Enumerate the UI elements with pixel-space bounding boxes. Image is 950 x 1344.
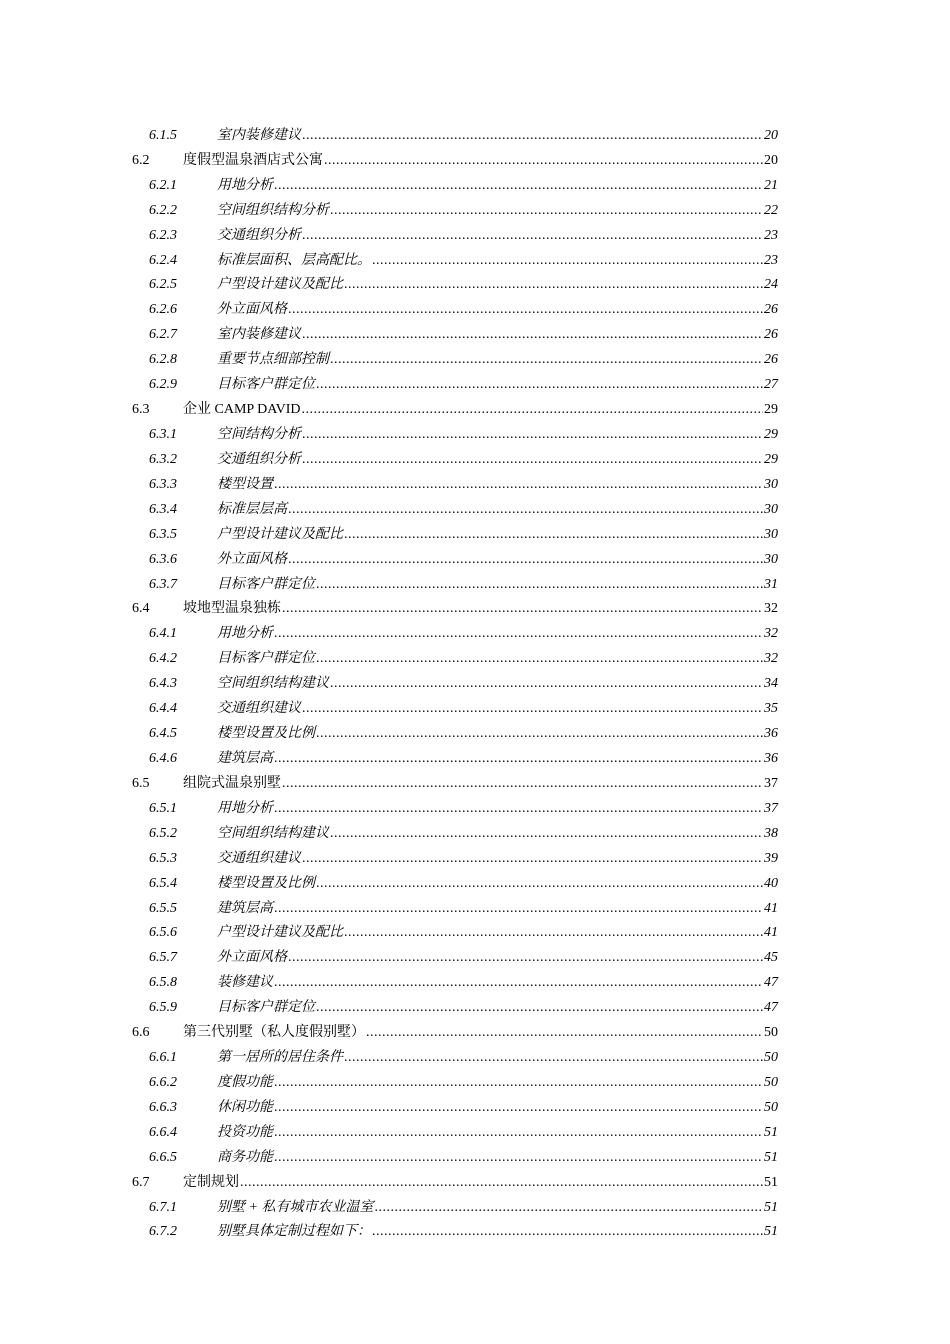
toc-entry-page: 24 xyxy=(764,277,778,293)
toc-dot-leader xyxy=(274,1099,763,1117)
toc-entry-page: 26 xyxy=(764,327,778,343)
toc-entry-page: 51 xyxy=(764,1224,778,1240)
toc-entry[interactable] xyxy=(132,170,778,195)
toc-dot-leader xyxy=(330,202,763,220)
toc-entry-page: 50 xyxy=(764,1099,778,1115)
toc-entry-page: 38 xyxy=(764,825,778,841)
toc-dot-leader xyxy=(302,700,763,718)
toc-dot-leader xyxy=(366,1024,763,1042)
toc-dot-leader xyxy=(301,401,763,419)
toc-entry[interactable] xyxy=(132,718,778,743)
toc-entry-number: 6.2.9 xyxy=(149,377,177,393)
toc-entry-number: 6.3.7 xyxy=(149,576,177,592)
toc-entry-number: 6.3.4 xyxy=(149,501,177,517)
toc-entry[interactable] xyxy=(132,195,778,220)
toc-entry-number: 6.2.1 xyxy=(149,177,177,193)
toc-entry-number: 6.5 xyxy=(132,775,150,791)
toc-entry-page: 29 xyxy=(764,451,778,467)
toc-entry-number: 6.2.8 xyxy=(149,352,177,368)
toc-entry-number: 6.5.3 xyxy=(149,850,177,866)
toc-dot-leader xyxy=(274,800,763,818)
toc-entry-number: 6.2.5 xyxy=(149,277,177,293)
toc-entry-number: 6.2.4 xyxy=(149,252,177,268)
toc-entry-number: 6.3 xyxy=(132,402,150,418)
toc-entry-title: 用地分析 xyxy=(217,800,273,816)
toc-entry-title: 坡地型温泉独栋 xyxy=(183,601,281,617)
toc-entry-number: 6.4.4 xyxy=(149,701,177,717)
toc-dot-leader xyxy=(324,152,763,170)
toc-entry-number: 6.5.5 xyxy=(149,900,177,916)
toc-entry-number: 6.5.7 xyxy=(149,950,177,966)
toc-entry-title: 定制规划 xyxy=(183,1174,239,1190)
toc-entry-title: 组院式温泉别墅 xyxy=(183,775,281,791)
toc-entry-title: 建筑层高 xyxy=(217,750,273,766)
toc-entry-title: 室内装修建议 xyxy=(217,327,301,343)
toc-entry-page: 30 xyxy=(764,501,778,517)
toc-entry-number: 6.3.1 xyxy=(149,426,177,442)
toc-entry-title: 交通组织分析 xyxy=(217,451,301,467)
toc-dot-leader xyxy=(316,875,763,893)
toc-entry-title: 楼型设置及比例 xyxy=(217,875,315,891)
toc-entry[interactable] xyxy=(132,469,778,494)
toc-dot-leader xyxy=(240,1174,763,1192)
toc-entry-number: 6.5.4 xyxy=(149,875,177,891)
toc-dot-leader xyxy=(288,949,763,967)
toc-entry[interactable] xyxy=(132,1092,778,1117)
toc-entry[interactable] xyxy=(132,294,778,319)
toc-entry[interactable] xyxy=(132,369,778,394)
toc-entry-title: 标准层面积、层高配比。 xyxy=(217,252,371,268)
toc-entry-page: 47 xyxy=(764,975,778,991)
toc-entry-title: 目标客户群定位 xyxy=(217,576,315,592)
toc-entry-page: 23 xyxy=(764,227,778,243)
toc-entry-page: 50 xyxy=(764,1025,778,1041)
toc-entry-page: 26 xyxy=(764,352,778,368)
toc-entry-page: 50 xyxy=(764,1074,778,1090)
toc-dot-leader xyxy=(330,351,763,369)
toc-entry-number: 6.3.5 xyxy=(149,526,177,542)
toc-entry-number: 6.4 xyxy=(132,601,150,617)
toc-entry[interactable] xyxy=(132,1167,778,1192)
toc-entry[interactable] xyxy=(132,1117,778,1142)
toc-entry[interactable] xyxy=(132,594,778,619)
toc-entry-title: 标准层层高 xyxy=(217,501,287,517)
toc-entry-title: 空间组织结构建议 xyxy=(217,676,329,692)
toc-dot-leader xyxy=(274,625,763,643)
toc-dot-leader xyxy=(288,551,763,569)
toc-dot-leader xyxy=(302,127,763,145)
toc-dot-leader xyxy=(274,900,763,918)
toc-entry-title: 用地分析 xyxy=(217,177,273,193)
toc-entry-number: 6.3.6 xyxy=(149,551,177,567)
toc-entry[interactable] xyxy=(132,270,778,295)
toc-entry-title: 空间结构分析 xyxy=(217,426,301,442)
toc-entry-number: 6.6.1 xyxy=(149,1050,177,1066)
toc-entry-number: 6.5.1 xyxy=(149,800,177,816)
toc-dot-leader xyxy=(282,775,763,793)
toc-entry[interactable] xyxy=(132,992,778,1017)
toc-entry-page: 39 xyxy=(764,850,778,866)
toc-entry[interactable] xyxy=(132,893,778,918)
toc-entry-title: 度假功能 xyxy=(217,1074,273,1090)
toc-entry-title: 重要节点细部控制 xyxy=(217,352,329,368)
toc-entry-page: 51 xyxy=(764,1199,778,1215)
toc-entry[interactable] xyxy=(132,1042,778,1067)
toc-dot-leader xyxy=(282,600,763,618)
toc-entry-page: 41 xyxy=(764,900,778,916)
toc-entry-page: 51 xyxy=(764,1174,778,1190)
toc-entry-page: 29 xyxy=(764,426,778,442)
toc-entry-page: 35 xyxy=(764,701,778,717)
toc-dot-leader xyxy=(372,1223,763,1241)
toc-dot-leader xyxy=(274,1149,763,1167)
toc-entry-title: 空间组织结构分析 xyxy=(217,202,329,218)
toc-entry[interactable] xyxy=(132,519,778,544)
toc-dot-leader xyxy=(344,526,763,544)
toc-dot-leader xyxy=(344,276,763,294)
toc-dot-leader xyxy=(302,451,763,469)
toc-entry-title: 楼型设置 xyxy=(217,476,273,492)
toc-entry-title: 别墅 + 私有城市农业温室 xyxy=(217,1199,374,1215)
toc-entry-title: 交通组织建议 xyxy=(217,850,301,866)
toc-entry[interactable] xyxy=(132,569,778,594)
toc-entry[interactable] xyxy=(132,942,778,967)
toc-entry-page: 50 xyxy=(764,1050,778,1066)
toc-entry-page: 22 xyxy=(764,202,778,218)
toc-entry-page: 34 xyxy=(764,676,778,692)
toc-entry-title: 目标客户群定位 xyxy=(217,377,315,393)
toc-entry[interactable] xyxy=(132,444,778,469)
toc-entry[interactable] xyxy=(132,693,778,718)
toc-entry-title: 交通组织分析 xyxy=(217,227,301,243)
toc-entry-title: 建筑层高 xyxy=(217,900,273,916)
toc-entry-number: 6.7.1 xyxy=(149,1199,177,1215)
toc-entry-title: 别墅具体定制过程如下： xyxy=(217,1224,371,1240)
toc-entry-number: 6.1.5 xyxy=(149,127,177,143)
toc-entry[interactable] xyxy=(132,618,778,643)
toc-dot-leader xyxy=(274,177,763,195)
toc-entry-page: 51 xyxy=(764,1149,778,1165)
toc-entry[interactable] xyxy=(132,344,778,369)
toc-entry-number: 6.4.1 xyxy=(149,626,177,642)
toc-dot-leader xyxy=(316,650,763,668)
toc-entry-title: 室内装修建议 xyxy=(217,127,301,143)
toc-entry-number: 6.5.8 xyxy=(149,975,177,991)
toc-dot-leader xyxy=(274,1124,763,1142)
toc-entry-title: 第一居所的居住条件 xyxy=(217,1050,343,1066)
toc-entry[interactable] xyxy=(132,120,778,145)
toc-entry-title: 交通组织建议 xyxy=(217,701,301,717)
toc-entry-title: 目标客户群定位 xyxy=(217,651,315,667)
toc-entry[interactable] xyxy=(132,967,778,992)
toc-dot-leader xyxy=(274,974,763,992)
toc-entry-title: 装修建议 xyxy=(217,975,273,991)
toc-entry[interactable] xyxy=(132,1017,778,1042)
toc-entry-page: 21 xyxy=(764,177,778,193)
toc-entry-title: 户型设计建议及配比 xyxy=(217,925,343,941)
toc-entry-number: 6.4.6 xyxy=(149,750,177,766)
toc-entry-number: 6.2.2 xyxy=(149,202,177,218)
toc-dot-leader xyxy=(302,326,763,344)
toc-dot-leader xyxy=(302,850,763,868)
toc-entry[interactable] xyxy=(132,843,778,868)
toc-dot-leader xyxy=(288,501,763,519)
toc-dot-leader xyxy=(344,924,763,942)
toc-dot-leader xyxy=(372,252,763,270)
toc-entry-page: 37 xyxy=(764,775,778,791)
toc-dot-leader xyxy=(274,750,763,768)
toc-entry[interactable] xyxy=(132,494,778,519)
toc-entry[interactable] xyxy=(132,319,778,344)
toc-entry-title: 楼型设置及比例 xyxy=(217,726,315,742)
toc-entry-number: 6.2.3 xyxy=(149,227,177,243)
toc-entry-title: 户型设计建议及配比 xyxy=(217,277,343,293)
toc-entry[interactable] xyxy=(132,918,778,943)
toc-entry-number: 6.7 xyxy=(132,1174,150,1190)
toc-entry[interactable] xyxy=(132,643,778,668)
toc-entry-title: 外立面风格 xyxy=(217,950,287,966)
toc-entry-number: 6.3.3 xyxy=(149,476,177,492)
toc-entry-page: 37 xyxy=(764,800,778,816)
toc-dot-leader xyxy=(316,376,763,394)
toc-dot-leader xyxy=(302,227,763,245)
toc-entry-title: 户型设计建议及配比 xyxy=(217,526,343,542)
toc-entry[interactable] xyxy=(132,818,778,843)
toc-entry-title: 休闲功能 xyxy=(217,1099,273,1115)
toc-entry-title: 度假型温泉酒店式公寓 xyxy=(183,152,323,168)
toc-entry[interactable] xyxy=(132,245,778,270)
toc-entry-number: 6.4.2 xyxy=(149,651,177,667)
toc-entry-title: 第三代别墅（私人度假别墅） xyxy=(183,1025,365,1041)
toc-entry-number: 6.6.3 xyxy=(149,1099,177,1115)
toc-entry[interactable] xyxy=(132,145,778,170)
toc-entry-number: 6.5.6 xyxy=(149,925,177,941)
toc-entry-title: 投资功能 xyxy=(217,1124,273,1140)
toc-entry[interactable] xyxy=(132,220,778,245)
toc-entry[interactable] xyxy=(132,793,778,818)
toc-entry-number: 6.6.5 xyxy=(149,1149,177,1165)
toc-entry[interactable] xyxy=(132,668,778,693)
toc-entry-page: 32 xyxy=(764,626,778,642)
toc-entry-number: 6.5.2 xyxy=(149,825,177,841)
toc-entry-title: 目标客户群定位 xyxy=(217,1000,315,1016)
toc-entry-page: 45 xyxy=(764,950,778,966)
toc-entry[interactable] xyxy=(132,768,778,793)
toc-entry[interactable] xyxy=(132,419,778,444)
toc-entry-title: 商务功能 xyxy=(217,1149,273,1165)
toc-entry[interactable] xyxy=(132,1192,778,1217)
toc-entry-title: 用地分析 xyxy=(217,626,273,642)
toc-dot-leader xyxy=(316,725,763,743)
toc-entry-page: 23 xyxy=(764,252,778,268)
toc-entry[interactable] xyxy=(132,394,778,419)
toc-dot-leader xyxy=(302,426,763,444)
toc-entry[interactable] xyxy=(132,1142,778,1167)
toc-entry-page: 51 xyxy=(764,1124,778,1140)
toc-entry-number: 6.5.9 xyxy=(149,1000,177,1016)
toc-entry-page: 30 xyxy=(764,526,778,542)
toc-entry-page: 32 xyxy=(764,651,778,667)
toc-dot-leader xyxy=(316,999,763,1017)
toc-entry[interactable] xyxy=(132,743,778,768)
toc-entry-page: 31 xyxy=(764,576,778,592)
toc-entry-number: 6.2 xyxy=(132,152,150,168)
toc-entry-title: 企业 CAMP DAVID xyxy=(183,402,301,418)
toc-dot-leader xyxy=(274,1074,763,1092)
toc-entry-page: 41 xyxy=(764,925,778,941)
toc-entry-page: 30 xyxy=(764,551,778,567)
toc-entry-number: 6.2.6 xyxy=(149,302,177,318)
toc-dot-leader xyxy=(344,1049,763,1067)
toc-entry-number: 6.7.2 xyxy=(149,1224,177,1240)
toc-dot-leader xyxy=(274,476,763,494)
toc-entry-page: 29 xyxy=(764,402,778,418)
toc-entry-number: 6.4.3 xyxy=(149,676,177,692)
toc-dot-leader xyxy=(330,825,763,843)
toc-entry-number: 6.3.2 xyxy=(149,451,177,467)
toc-entry-number: 6.6.4 xyxy=(149,1124,177,1140)
toc-dot-leader xyxy=(330,675,763,693)
toc-entry-page: 40 xyxy=(764,875,778,891)
toc-entry-number: 6.6 xyxy=(132,1025,150,1041)
toc-entry-page: 27 xyxy=(764,377,778,393)
toc-entry-number: 6.4.5 xyxy=(149,726,177,742)
toc-entry-page: 20 xyxy=(764,127,778,143)
toc-entry-number: 6.6.2 xyxy=(149,1074,177,1090)
toc-entry[interactable] xyxy=(132,868,778,893)
toc-entry[interactable] xyxy=(132,1067,778,1092)
toc-entry-number: 6.2.7 xyxy=(149,327,177,343)
toc-entry-title: 外立面风格 xyxy=(217,302,287,318)
toc-entry-page: 36 xyxy=(764,726,778,742)
toc-entry-title: 空间组织结构建议 xyxy=(217,825,329,841)
toc-dot-leader xyxy=(374,1199,763,1217)
toc-entry-page: 20 xyxy=(764,152,778,168)
toc-entry-page: 30 xyxy=(764,476,778,492)
toc-entry-page: 26 xyxy=(764,302,778,318)
toc-entry-title: 外立面风格 xyxy=(217,551,287,567)
toc-entry-page: 47 xyxy=(764,1000,778,1016)
toc-dot-leader xyxy=(288,301,763,319)
toc-entry[interactable] xyxy=(132,544,778,569)
toc-entry[interactable] xyxy=(132,1217,778,1242)
table-of-contents xyxy=(132,120,778,1241)
toc-entry-page: 36 xyxy=(764,750,778,766)
toc-dot-leader xyxy=(316,576,763,594)
toc-entry-page: 32 xyxy=(764,601,778,617)
